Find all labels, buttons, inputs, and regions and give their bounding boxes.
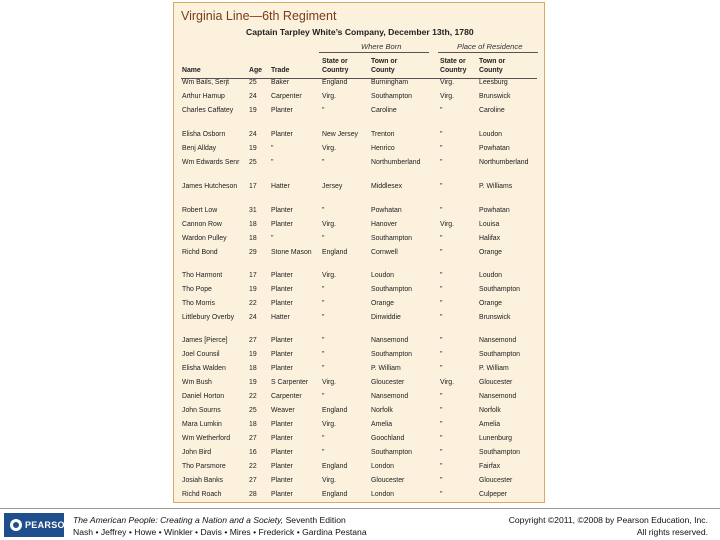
cell-born-state: Jersey [322,183,343,190]
cell-born-town: London [371,491,394,498]
cell-name: Joel Counsil [182,351,220,358]
cell-name: Daniel Horton [182,393,225,400]
cell-age: 24 [249,314,257,321]
cell-trade: Planter [271,463,293,470]
cell-trade: Weaver [271,407,295,414]
cell-trade: Planter [271,272,293,279]
cell-residence-state: " [440,435,443,442]
cell-born-town: Middlesex [371,183,403,190]
cell-residence-state: " [440,365,443,372]
cell-residence-town: Southampton [479,449,520,456]
cell-residence-state: " [440,393,443,400]
cell-name: Littlebury Overby [182,314,235,321]
document-title: Virginia Line—6th Regiment [181,9,337,23]
cell-name: Robert Low [182,207,218,214]
cell-age: 29 [249,249,257,256]
cell-born-town: Henrico [371,145,395,152]
cell-born-state: Virg. [322,145,337,152]
cell-residence-state: " [440,145,443,152]
cell-residence-state: Virg. [440,93,455,100]
cell-trade: Carpenter [271,93,302,100]
copyright-notice [509,514,708,538]
cell-residence-state: " [440,286,443,293]
cell-born-town: P. William [371,365,401,372]
cell-age: 27 [249,477,257,484]
cell-born-state: Virg. [322,272,337,279]
cell-born-town: Southampton [371,93,412,100]
copyright-line: Copyright ©2011, ©2008 by Pearson Education, Inc. [508,515,708,525]
cell-residence-town: Northumberland [479,159,529,166]
cell-name: Tho Morris [182,300,215,307]
cell-name: Josiah Banks [182,477,223,484]
cell-trade: Stone Mason [271,249,312,256]
book-edition: Seventh Edition [283,515,346,525]
cell-age: 18 [249,221,257,228]
cell-born-town: Southampton [371,286,412,293]
cell-born-town: Northumberland [371,159,421,166]
cell-age: 31 [249,207,257,214]
cell-name: Benj Allday [182,145,217,152]
footer-rule [0,508,720,509]
cell-trade: Planter [271,221,293,228]
cell-trade: Planter [271,107,293,114]
cell-residence-town: Nansemond [479,393,517,400]
cell-trade: " [271,159,274,166]
cell-born-town: Trenton [371,131,395,138]
pearson-logo [4,513,72,537]
cell-residence-state: " [440,300,443,307]
cell-residence-town: P. Williams [479,183,513,190]
cell-trade: Carpenter [271,393,302,400]
cell-residence-town: Louisa [479,221,500,228]
cell-residence-state: " [440,249,443,256]
cell-trade: Hatter [271,314,290,321]
cell-age: 24 [249,131,257,138]
cell-age: 19 [249,145,257,152]
cell-age: 24 [249,93,257,100]
cell-trade: Planter [271,449,293,456]
cell-residence-town: Amelia [479,421,501,428]
cell-age: 17 [249,272,257,279]
cell-trade: Planter [271,421,293,428]
column-header-trade: Trade [271,67,290,74]
cell-born-state: Virg. [322,477,337,484]
cell-residence-state: " [440,449,443,456]
cell-born-state: England [322,79,348,86]
cell-born-town: Cornwell [371,249,398,256]
cell-born-state: England [322,463,348,470]
cell-name: Elisha Walden [182,365,226,372]
cell-name: John Sourns [182,407,221,414]
cell-name: Richd Roach [182,491,222,498]
cell-name: Tho Parsmore [182,463,226,470]
cell-residence-town: Nansemond [479,337,517,344]
cell-born-state: " [322,393,325,400]
where-born-header: Where Born [361,42,402,51]
cell-residence-town: Gloucester [479,379,513,386]
cell-born-state: " [322,207,325,214]
cell-residence-town: Brunswick [479,93,511,100]
cell-born-state: " [322,314,325,321]
cell-trade: " [271,235,274,242]
cell-residence-state: Virg. [440,79,455,86]
cell-residence-state: " [440,421,443,428]
cell-born-town: Nansemond [371,393,409,400]
pearson-logo-text: PEARSON [25,520,72,530]
cell-name: Wm Bush [182,379,212,386]
cell-born-state: " [322,235,325,242]
cell-residence-town: Southampton [479,351,520,358]
cell-residence-town: Lunenburg [479,435,512,442]
cell-born-state: " [322,107,325,114]
cell-born-state: England [322,249,348,256]
cell-trade: Baker [271,79,290,86]
pearson-logo-icon [10,519,22,531]
slide-footer [0,508,720,540]
book-title: The American People: Creating a Nation and a Society, [73,515,284,525]
cell-born-state: " [322,300,325,307]
cell-residence-town: Loudon [479,272,502,279]
cell-born-state: England [322,491,348,498]
cell-born-town: Hanover [371,221,398,228]
column-header-name: Name [182,67,201,74]
cell-age: 27 [249,337,257,344]
cell-born-town: Amelia [371,421,393,428]
cell-trade: Hatter [271,183,290,190]
cell-born-town: Goochland [371,435,405,442]
cell-residence-town: Brunswick [479,314,511,321]
cell-name: James Hutcheson [182,183,238,190]
cell-residence-town: Halifax [479,235,501,242]
cell-name: Wardon Pulley [182,235,227,242]
cell-residence-state: Virg. [440,221,455,228]
cell-residence-state: " [440,314,443,321]
cell-name: Cannon Row [182,221,222,228]
cell-name: Tho Pope [182,286,212,293]
cell-residence-state: Virg. [440,379,455,386]
cell-residence-state: " [440,159,443,166]
cell-name: Wm Edwards Senr [182,159,240,166]
cell-age: 18 [249,421,257,428]
cell-age: 19 [249,286,257,293]
cell-born-state: " [322,337,325,344]
cell-born-town: Norfolk [371,407,393,414]
column-header-residence-town: Town or County [479,58,506,74]
cell-born-town: Powhatan [371,207,402,214]
cell-born-town: Caroline [371,107,397,114]
place-of-residence-header: Place of Residence [457,42,523,51]
cell-trade: Planter [271,131,293,138]
cell-born-town: Southampton [371,351,412,358]
cell-trade: " [271,145,274,152]
cell-name: John Bird [182,449,212,456]
cell-residence-state: " [440,491,443,498]
cell-name: Mara Lumkin [182,421,222,428]
cell-born-town: Southampton [371,235,412,242]
rights-line: All rights reserved. [636,527,708,537]
cell-trade: Planter [271,300,293,307]
cell-residence-town: Norfolk [479,407,501,414]
column-header-born-state: State or Country [322,58,349,74]
cell-name: Tho Harmont [182,272,223,279]
cell-age: 17 [249,183,257,190]
cell-born-state: Virg. [322,421,337,428]
cell-born-town: Burningham [371,79,409,86]
cell-residence-town: Loudon [479,131,502,138]
cell-age: 16 [249,449,257,456]
cell-trade: Planter [271,286,293,293]
document-table-panel [173,2,545,503]
cell-born-state: " [322,159,325,166]
cell-residence-state: " [440,337,443,344]
table-body [174,3,544,502]
cell-born-town: London [371,463,394,470]
cell-trade: Planter [271,207,293,214]
cell-born-state: New Jersey [322,131,358,138]
cell-born-state: Virg. [322,379,337,386]
cell-name: Elisha Osborn [182,131,226,138]
cell-born-state: " [322,365,325,372]
cell-age: 25 [249,159,257,166]
cell-age: 28 [249,491,257,498]
cell-born-state: " [322,449,325,456]
cell-age: 22 [249,300,257,307]
cell-residence-town: Orange [479,300,502,307]
cell-age: 19 [249,351,257,358]
cell-born-state: England [322,407,348,414]
cell-trade: Planter [271,351,293,358]
cell-born-state: " [322,351,325,358]
cell-name: Wm Wetherford [182,435,231,442]
cell-residence-town: Fairfax [479,463,501,470]
cell-residence-state: " [440,351,443,358]
cell-residence-town: Powhatan [479,207,510,214]
cell-age: 18 [249,235,257,242]
cell-residence-town: Culpeper [479,491,507,498]
cell-name: Wm Bails, Serjt [182,79,230,86]
cell-residence-state: " [440,463,443,470]
book-citation [73,514,367,538]
cell-residence-town: Gloucester [479,477,513,484]
cell-residence-state: " [440,407,443,414]
cell-trade: S Carpenter [271,379,309,386]
cell-born-town: Dinwiddie [371,314,401,321]
cell-born-town: Gloucester [371,379,405,386]
book-authors: Nash • Jeffrey • Howe • Winkler • Davis • Mires • Frederick • Gardina Pestana [73,527,367,537]
cell-age: 22 [249,463,257,470]
cell-name: Arthur Hamup [182,93,225,100]
column-header-born-town: Town or County [371,58,398,74]
cell-born-town: Gloucester [371,477,405,484]
cell-trade: Planter [271,337,293,344]
cell-age: 19 [249,107,257,114]
cell-name: Richd Bond [182,249,218,256]
cell-name: James [Pierce] [182,337,228,344]
column-header-residence-state: State or Country [440,58,467,74]
cell-name: Charles Caffatey [182,107,234,114]
cell-born-state: " [322,286,325,293]
cell-residence-town: Caroline [479,107,505,114]
cell-residence-state: " [440,183,443,190]
cell-born-town: Orange [371,300,394,307]
column-header-age: Age [249,67,263,74]
cell-residence-town: Southampton [479,286,520,293]
cell-age: 27 [249,435,257,442]
cell-age: 25 [249,407,257,414]
cell-born-state: Virg. [322,221,337,228]
cell-residence-town: Leesburg [479,79,508,86]
cell-residence-state: " [440,477,443,484]
cell-born-state: Virg. [322,93,337,100]
cell-age: 19 [249,379,257,386]
cell-born-town: Nansemond [371,337,409,344]
cell-residence-town: Powhatan [479,145,510,152]
cell-age: 18 [249,365,257,372]
cell-residence-state: " [440,131,443,138]
cell-residence-state: " [440,235,443,242]
cell-born-state: " [322,435,325,442]
cell-residence-town: Orange [479,249,502,256]
cell-residence-state: " [440,207,443,214]
cell-trade: Planter [271,435,293,442]
cell-trade: Planter [271,365,293,372]
document-subtitle: Captain Tarpley White’s Company, December 13th, 1780 [246,27,474,37]
cell-born-town: Loudon [371,272,394,279]
cell-trade: Planter [271,491,293,498]
cell-born-town: Southampton [371,449,412,456]
cell-age: 25 [249,79,257,86]
cell-residence-state: " [440,272,443,279]
cell-age: 22 [249,393,257,400]
cell-trade: Planter [271,477,293,484]
cell-residence-town: P. William [479,365,509,372]
cell-residence-state: " [440,107,443,114]
